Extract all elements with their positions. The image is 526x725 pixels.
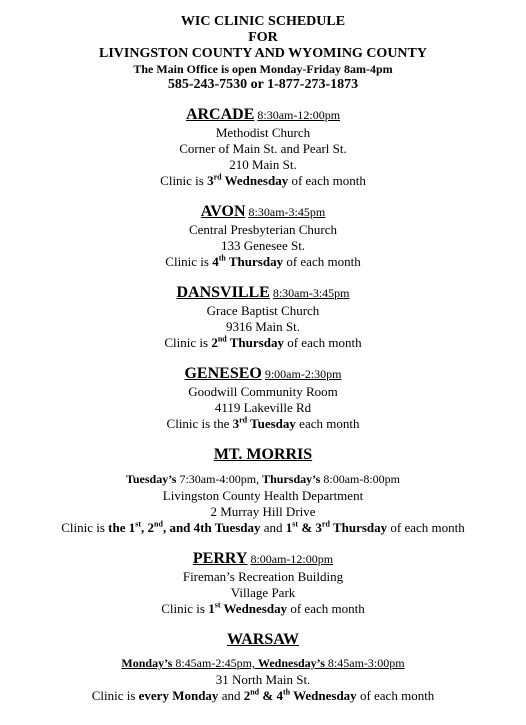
geneseo-name: GENESEO (184, 365, 262, 382)
perry-name: PERRY (192, 550, 248, 567)
page-title: WIC CLINIC SCHEDULE (180, 14, 346, 29)
dansville-clinic-day: Clinic is 2nd Thursday of each month (164, 334, 362, 350)
avon-hours: 8:30am-3:45pm (248, 205, 326, 219)
geneseo-section (0, 364, 526, 432)
mtmorris-name: MT. MORRIS (213, 446, 313, 463)
warsaw-clinic-day: Clinic is every Monday and 2nd & 4th Wednesday of each month (91, 687, 435, 703)
arcade-hours: 8:30am-12:00pm (257, 108, 341, 122)
dansville-name: DANSVILLE (176, 284, 270, 301)
mtmorris-clinic-day: Clinic is the 1st, 2nd, and 4th Tuesday and 1st & 3rd Thursday of each month (61, 519, 465, 535)
avon-section (0, 202, 526, 270)
perry-address: Village Park (230, 585, 296, 600)
perry-clinic-day: Clinic is 1st Wednesday of each month (161, 600, 365, 616)
dansville-hours: 8:30am-3:45pm (272, 286, 350, 300)
arcade-address: 210 Main St. (229, 157, 297, 172)
mtmorris-section (0, 444, 526, 536)
geneseo-clinic-day: Clinic is the 3rd Tuesday each month (166, 415, 360, 431)
avon-clinic-day: Clinic is 4th Thursday of each month (165, 253, 361, 269)
warsaw-section (0, 629, 526, 704)
avon-address: 133 Genesee St. (220, 238, 306, 253)
avon-name: AVON (200, 203, 246, 220)
office-hours: The Main Office is open Monday-Friday 8am-4pm (133, 62, 393, 76)
arcade-corner: Corner of Main St. and Pearl St. (179, 141, 347, 156)
mtmorris-venue: Livingston County Health Department (162, 488, 364, 503)
geneseo-hours: 9:00am-2:30pm (264, 367, 342, 381)
arcade-name: ARCADE (185, 106, 255, 123)
phone-numbers: 585-243-7530 or 1-877-273-1873 (167, 77, 359, 92)
mtmorris-hours: Tuesday’s 7:30am-4:00pm, Thursday’s 8:00am-8:00pm (125, 472, 401, 486)
arcade-section (0, 105, 526, 189)
geneseo-venue: Goodwill Community Room (188, 384, 338, 399)
dansville-address: 9316 Main St. (225, 319, 301, 334)
warsaw-name: WARSAW (226, 631, 299, 648)
geneseo-address: 4119 Lakeville Rd (214, 400, 312, 415)
arcade-clinic-day: Clinic is 3rd Wednesday of each month (160, 172, 366, 188)
dansville-section (0, 283, 526, 351)
perry-hours: 8:00am-12:00pm (250, 552, 334, 566)
arcade-venue: Methodist Church (215, 125, 311, 140)
header (0, 14, 526, 93)
avon-venue: Central Presbyterian Church (188, 222, 337, 237)
perry-section (0, 549, 526, 617)
dansville-venue: Grace Baptist Church (206, 303, 320, 318)
warsaw-address: 31 North Main St. (215, 672, 311, 687)
counties-line: LIVINGSTON COUNTY AND WYOMING COUNTY (98, 46, 427, 61)
warsaw-hours: Monday’s 8:45am-2:45pm, Wednesday’s 8:45am-3:00pm (121, 656, 405, 670)
mtmorris-address: 2 Murray Hill Drive (210, 504, 316, 519)
perry-venue: Fireman’s Recreation Building (182, 569, 344, 584)
for-line: FOR (248, 30, 278, 45)
